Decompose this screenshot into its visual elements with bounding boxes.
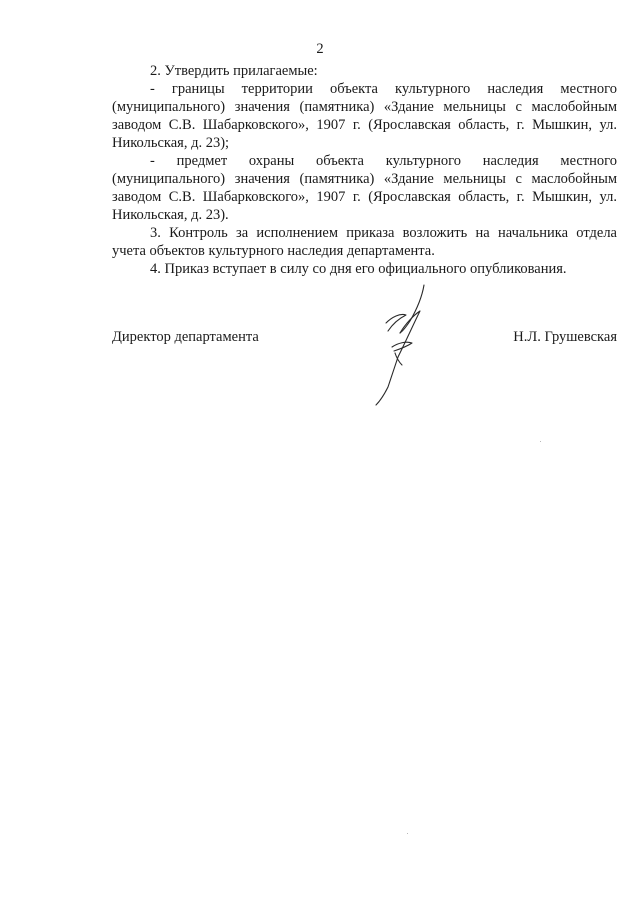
- paragraph-2-item-protection-subject: - предмет охраны объекта культурного наследия местного (муниципального) значения (памятника) «Здание мельницы с маслобойным заводом С.В. Шабарковского», 1907 г. (Ярославская область, г. Мышкин, ул. Никольская, д. 23).: [112, 153, 617, 223]
- scan-speck: [540, 441, 541, 442]
- paragraph-2-heading: 2. Утвердить прилагаемые:: [150, 63, 318, 79]
- document-body: [112, 62, 617, 278]
- scan-speck: [407, 833, 408, 834]
- paragraph-4-effective-date: 4. Приказ вступает в силу со дня его официального опубликования.: [150, 261, 567, 277]
- page-number: 2: [316, 41, 324, 57]
- handwritten-signature: [362, 283, 432, 407]
- paragraph-2-item-boundaries: - границы территории объекта культурного наследия местного (муниципального) значения (памятника) «Здание мельницы с маслобойным заводом С.В. Шабарковского», 1907 г. (Ярославская область, г. Мышкин, ул. Никольская, д. 23);: [112, 81, 617, 151]
- paragraph-3-control: 3. Контроль за исполнением приказа возложить на начальника отдела учета объектов культурного наследия департамента.: [112, 225, 617, 259]
- signer-position: Директор департамента: [112, 329, 259, 345]
- signer-name: Н.Л. Грушевская: [513, 329, 617, 345]
